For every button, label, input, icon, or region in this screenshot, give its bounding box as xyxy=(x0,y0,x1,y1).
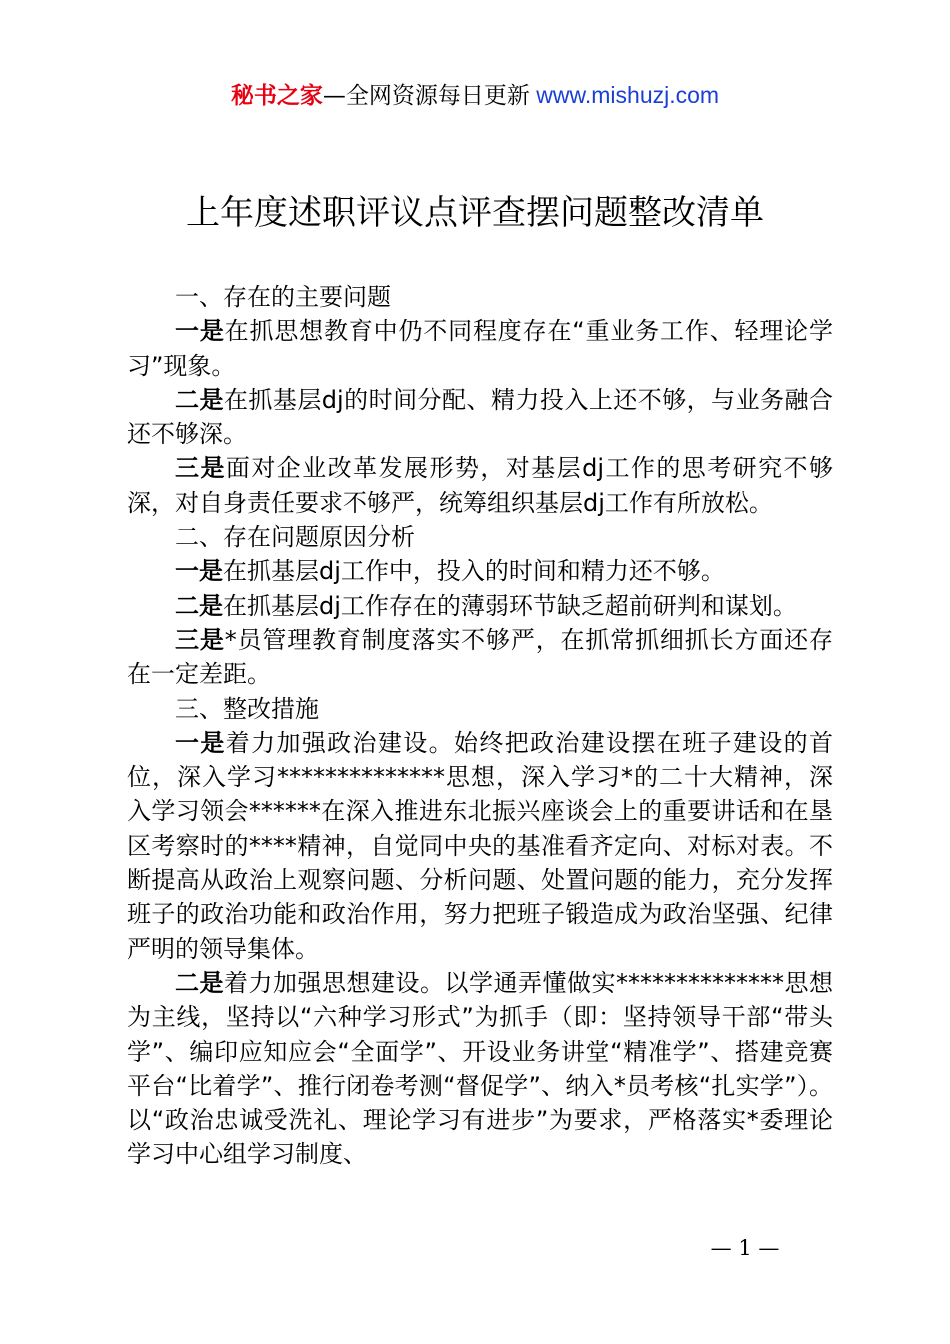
paragraph-text: 在抓基层dj工作存在的薄弱环节缺乏超前研判和谋划。 xyxy=(223,591,797,620)
brand-name: 秘书之家 xyxy=(230,83,323,109)
paragraph-text: 在抓基层dj工作中，投入的时间和精力还不够。 xyxy=(223,557,725,586)
paragraph xyxy=(127,383,833,452)
paragraph-lead: 二是 xyxy=(175,385,224,414)
section-heading-2: 二、存在问题原因分析 xyxy=(175,523,415,552)
paragraph-text: 在抓基层dj的时间分配、精力投入上还不够，与业务融合还不够深。 xyxy=(127,385,834,449)
paragraph xyxy=(127,314,833,383)
paragraph-text: 着力加强政治建设。始终把政治建设摆在班子建设的首位，深入学习**************思想，深入学习*的二十大精神，深入学习领会******在深入推进东北振兴座谈会上的重要讲话和在垦区考察时的****精神，自觉同中央的基准看齐定向、对标对表。不断提高从政治上观察问题、分析问题、处置问题的能力，充分发挥班子的政治功能和政治作用，努力把班子锻造成为政治坚强、纪律严明的领导集体。 xyxy=(127,728,834,963)
paragraph-lead: 三是 xyxy=(175,625,225,654)
paragraph-lead: 二是 xyxy=(175,591,223,620)
paragraph xyxy=(127,623,833,692)
page-number: — 1 — xyxy=(710,1236,780,1260)
paragraph xyxy=(127,554,833,588)
section-heading-3: 三、整改措施 xyxy=(175,694,319,723)
site-url-link[interactable]: www.mishuzj.com xyxy=(529,82,720,108)
paragraph-lead: 一是 xyxy=(175,728,226,757)
paragraph-lead: 三是 xyxy=(175,454,226,483)
paragraph-lead: 二是 xyxy=(175,968,224,997)
paragraph-text: 在抓思想教育中仍不同程度存在“重业务工作、轻理论学习”现象。 xyxy=(127,317,834,380)
document-title: 上年度述职评议点评查摆问题整改清单 xyxy=(186,193,764,233)
document-body xyxy=(127,280,833,1172)
paragraph-text: 面对企业改革发展形势，对基层dj工作的思考研究不够深，对自身责任要求不够严，统筹组织基层dj工作有所放松。 xyxy=(127,454,833,517)
header-tagline: —全网资源每日更新 xyxy=(322,83,530,109)
paragraph-text: *员管理教育制度落实不够严，在抓常抓细抓长方面还存在一定差距。 xyxy=(127,625,834,689)
paragraph-lead: 一是 xyxy=(175,317,225,346)
paragraph xyxy=(127,589,833,623)
paragraph-text: 着力加强思想建设。以学通弄懂做实**************思想为主线，坚持以“六种学习形式”为抓手（即：坚持领导干部“带头学”、编印应知应会“全面学”、开设业务讲堂“精准学”、搭建竞赛平台“比着学”、推行闭卷考测“督促学”、纳入*员考核“扎实学”）。以“政治忠诚受洗礼、理论学习有进步”为要求，严格落实*委理论学习中心组学习制度、 xyxy=(127,968,833,1169)
section-heading-1: 一、存在的主要问题 xyxy=(175,283,391,311)
paragraph-lead: 一是 xyxy=(175,557,223,586)
paragraph xyxy=(127,966,833,1172)
paragraph xyxy=(127,451,833,520)
paragraph xyxy=(127,726,833,966)
site-header xyxy=(0,78,950,113)
